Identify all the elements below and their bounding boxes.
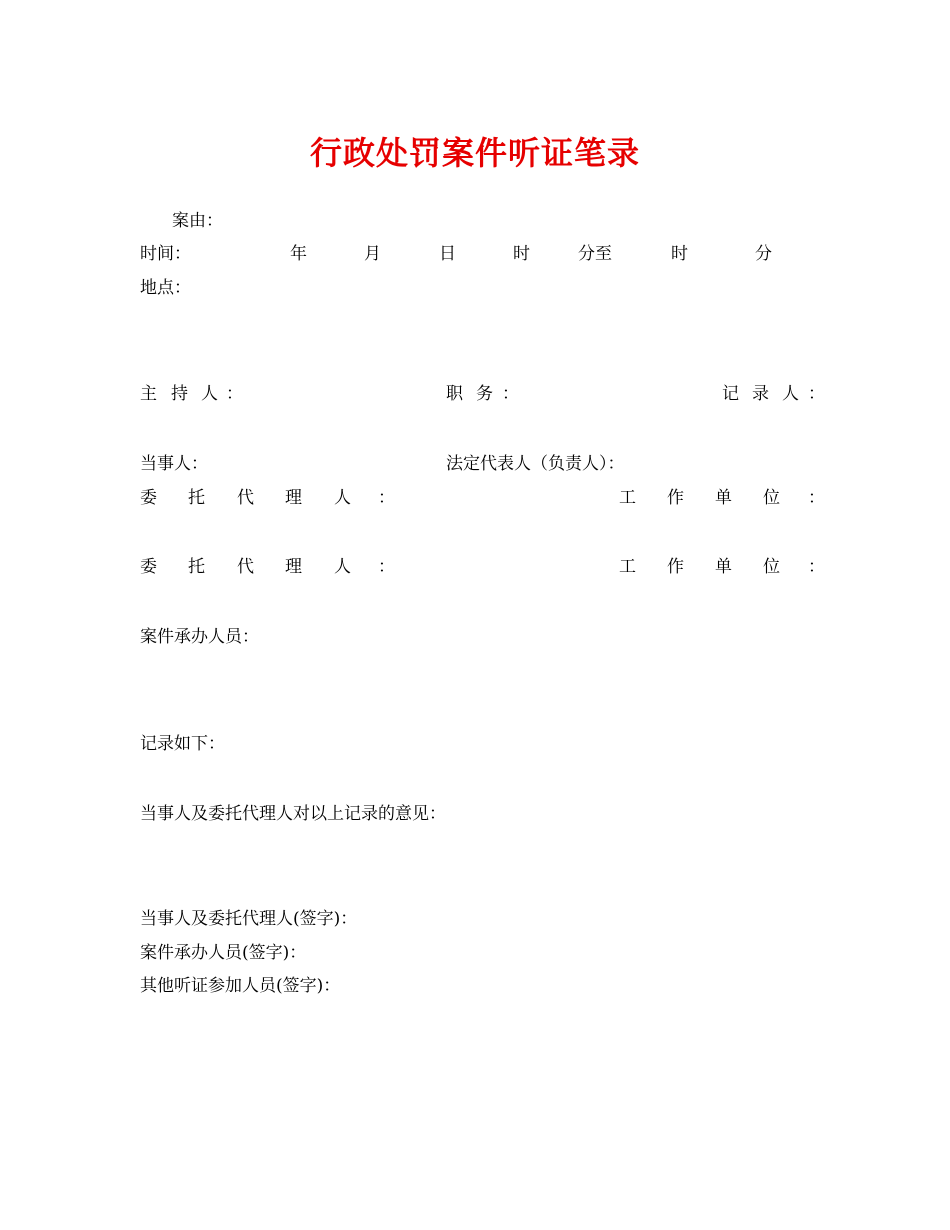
recorder-char-3: 人 (782, 384, 799, 404)
time-minute-to: 分至 (578, 244, 612, 264)
other-participants-signature-label: 其他听证参加人员(签字)： (140, 976, 341, 996)
time-hour: 时 (513, 244, 530, 264)
duty-char-2: 务 (476, 384, 493, 404)
unit2-char-3: 单 (715, 557, 732, 577)
party-label: 当事人： (140, 454, 208, 474)
agent2-colon: ： (378, 557, 395, 577)
recorder-char-1: 记 (722, 384, 739, 404)
unit1-char-3: 单 (715, 488, 732, 508)
opinion-label: 当事人及委托代理人对以上记录的意见： (140, 804, 446, 824)
record-below-label: 记录如下： (140, 734, 225, 754)
location-label: 地点： (140, 278, 191, 298)
party-agent-signature-label: 当事人及委托代理人(签字)： (140, 909, 358, 929)
host-char-1: 主 (140, 384, 157, 404)
agent2-char-4: 理 (285, 557, 302, 577)
unit2-colon: ： (808, 557, 825, 577)
agent2-char-5: 人 (334, 557, 351, 577)
unit1-char-4: 位 (763, 488, 780, 508)
legal-representative-label: 法定代表人（负责人）： (446, 454, 625, 474)
case-handlers-signature-label: 案件承办人员(签字)： (140, 943, 307, 963)
agent1-char-2: 托 (188, 488, 205, 508)
agent1-char-3: 代 (237, 488, 254, 508)
time-hour-end: 时 (671, 244, 688, 264)
document-title: 行政处罚案件听证笔录 (309, 134, 640, 172)
host-char-2: 持 (171, 384, 188, 404)
case-reason-label: 案由： (172, 211, 223, 231)
agent1-colon: ： (378, 488, 395, 508)
recorder-colon: ： (808, 384, 825, 404)
time-year: 年 (290, 244, 307, 264)
agent2-char-2: 托 (188, 557, 205, 577)
time-day: 日 (439, 244, 456, 264)
time-month: 月 (364, 244, 381, 264)
agent1-char-1: 委 (140, 488, 157, 508)
duty-colon: ： (502, 384, 519, 404)
case-handlers-label: 案件承办人员： (140, 627, 259, 647)
agent1-char-5: 人 (334, 488, 351, 508)
agent2-char-1: 委 (140, 557, 157, 577)
duty-char-1: 职 (446, 384, 463, 404)
unit2-char-2: 作 (667, 557, 684, 577)
host-char-3: 人 (201, 384, 218, 404)
host-colon: ： (226, 384, 243, 404)
agent1-char-4: 理 (285, 488, 302, 508)
unit1-char-2: 作 (667, 488, 684, 508)
agent2-char-3: 代 (237, 557, 254, 577)
time-label: 时间： (140, 244, 191, 264)
unit1-colon: ： (808, 488, 825, 508)
unit1-char-1: 工 (619, 488, 636, 508)
unit2-char-4: 位 (763, 557, 780, 577)
recorder-char-2: 录 (752, 384, 769, 404)
time-minute-end: 分 (755, 244, 772, 264)
unit2-char-1: 工 (619, 557, 636, 577)
